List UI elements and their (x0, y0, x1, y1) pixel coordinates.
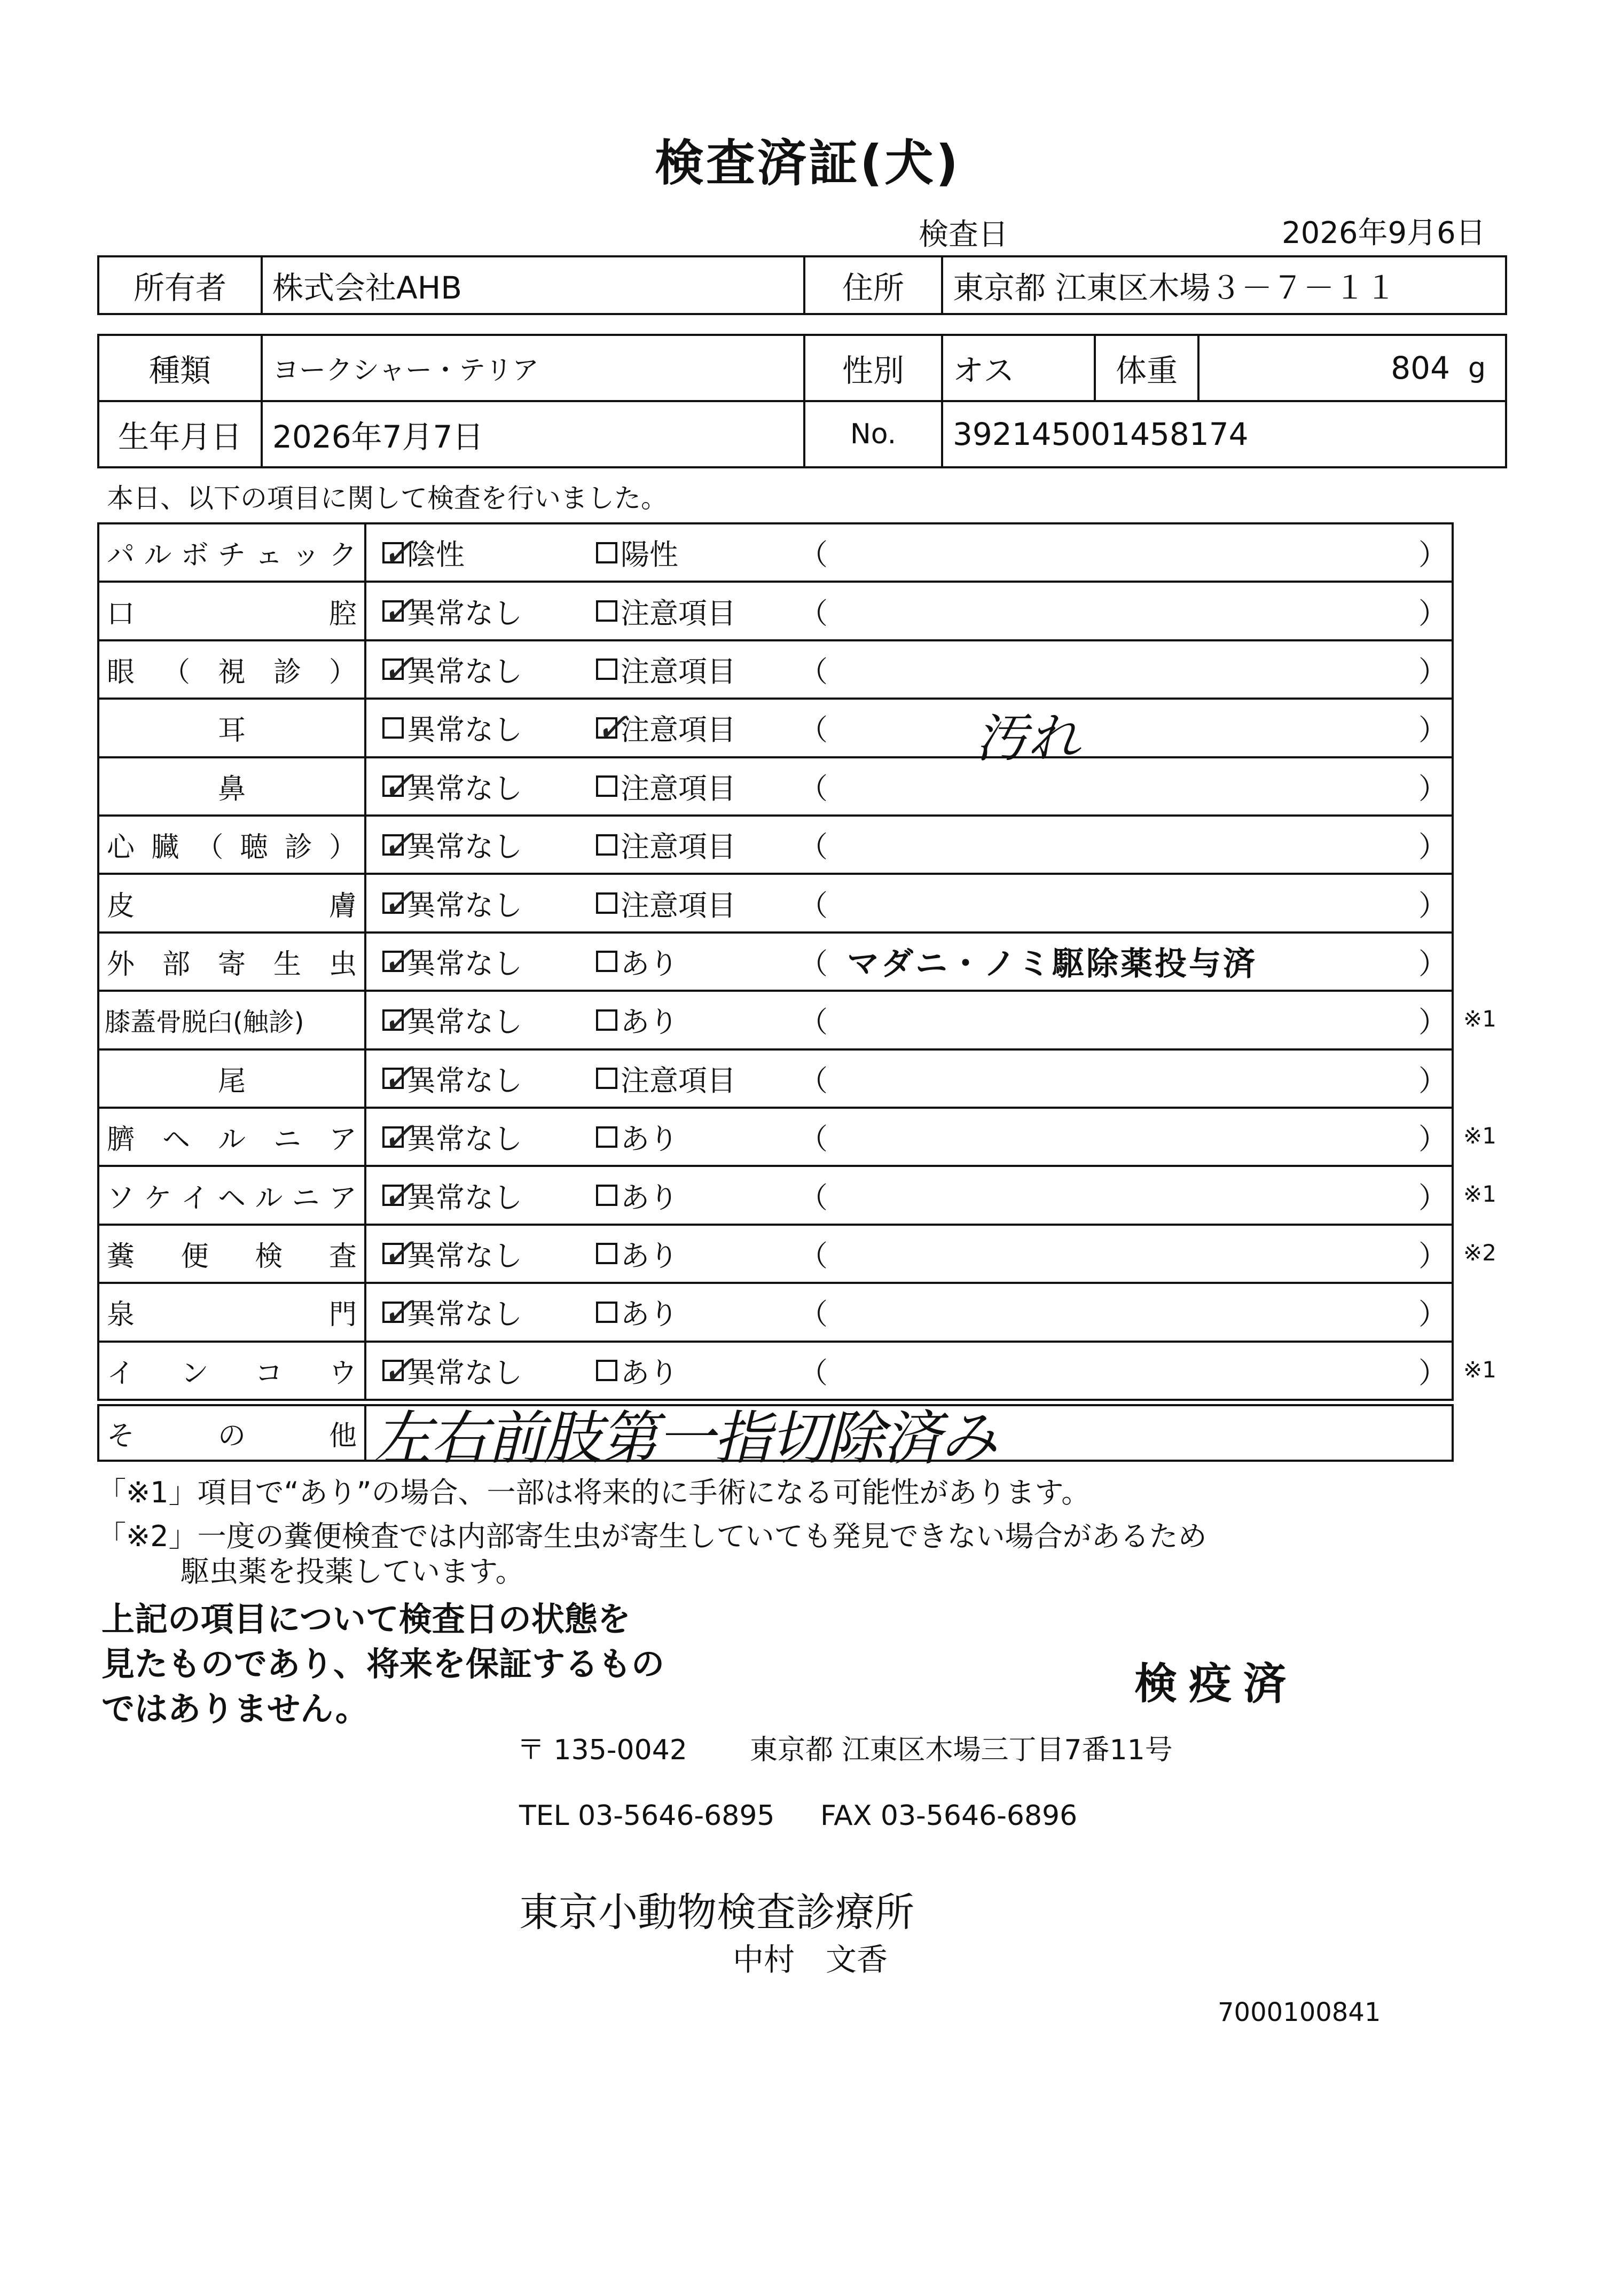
checkbox (596, 1068, 617, 1089)
row-label (99, 1167, 366, 1223)
sex-label-cell (803, 334, 943, 402)
checkbox (596, 1243, 617, 1264)
option-label: 異常なし (407, 596, 522, 630)
birth-value: 2026年7月7日 (272, 419, 484, 455)
inspection-row (97, 639, 1454, 700)
row-label-char: 外 (107, 948, 135, 981)
option-label: 異常なし (407, 1122, 522, 1156)
checkbox (596, 659, 617, 680)
close-paren: ） (1418, 538, 1447, 572)
close-paren: ） (1418, 1239, 1447, 1273)
option-normal (382, 875, 522, 931)
inspection-row (97, 522, 1454, 583)
row-label-char: ウ (328, 1357, 357, 1390)
sex-cell (941, 334, 1096, 402)
stamp-text: 検疫済 (1134, 1659, 1298, 1709)
close-paren: ） (1418, 1355, 1447, 1390)
checkbox (596, 951, 617, 972)
option-label: 異常なし (407, 1005, 522, 1039)
option-alert (596, 992, 678, 1048)
checkbox (381, 646, 415, 692)
row-label-char: ル (217, 1124, 246, 1156)
document-number: 7000100841 (1218, 1997, 1381, 2027)
clinic-address: 東京都 江東区木場三丁目7番11号 (750, 1734, 1173, 1766)
open-paren: （ (799, 596, 828, 630)
row-label-char: ア (328, 1124, 357, 1156)
row-label-char: 皮 (107, 890, 135, 922)
check-mark-icon: ✓ (381, 763, 415, 809)
row-label (99, 934, 366, 990)
close-paren: ） (1418, 596, 1447, 630)
option-normal (382, 1226, 522, 1282)
inspection-row (97, 990, 1454, 1050)
owner-cell (261, 255, 805, 315)
checkbox (596, 775, 617, 797)
row-label (99, 758, 366, 814)
address-label-cell (803, 255, 943, 315)
no-cell (941, 400, 1507, 468)
birth-label: 生年月日 (117, 419, 242, 455)
breed-value: ヨークシャー・テリア (272, 355, 539, 386)
row-label-char: 寄 (217, 948, 246, 981)
row-label (99, 1226, 366, 1282)
row-label-char: 眼 (107, 656, 135, 688)
option-normal (382, 1109, 522, 1165)
row-label-char: コ (255, 1357, 283, 1390)
inspection-date: 2026年9月6日 (1282, 216, 1486, 250)
row-label-char: 臓 (151, 832, 179, 864)
option-alert (596, 583, 736, 639)
row-label-char: 査 (328, 1240, 357, 1273)
checkbox (381, 1230, 415, 1276)
open-paren: （ (799, 1005, 828, 1039)
option-alert (596, 641, 736, 698)
option-normal (382, 1051, 522, 1107)
row-label-char: 診 (284, 832, 312, 864)
footnote-mark: ※1 (1463, 1181, 1496, 1208)
checkbox (382, 717, 404, 739)
owner-label-cell (97, 255, 263, 315)
option-normal (382, 583, 522, 639)
inspection-row (97, 581, 1454, 641)
option-label: 注意項目 (621, 830, 736, 864)
option-alert (596, 1109, 678, 1165)
footnote-2b: 駆虫薬を投薬しています。 (181, 1555, 524, 1588)
check-mark-icon: ✓ (381, 529, 415, 575)
option-label: 異常なし (407, 1180, 522, 1214)
row-label-char: チ (217, 539, 246, 572)
checkbox (596, 1126, 617, 1148)
option-label: あり (621, 946, 678, 981)
row-label-char: 糞 (107, 1240, 135, 1273)
row-label-char: 生 (273, 948, 301, 981)
option-label: 異常なし (407, 771, 522, 805)
checkbox (381, 1113, 415, 1159)
row-label-text: 耳 (217, 715, 246, 747)
option-normal (382, 524, 465, 581)
close-paren: ） (1418, 946, 1447, 981)
option-label: 異常なし (407, 1355, 522, 1390)
row-label-char: そ (107, 1420, 135, 1452)
weight-unit: g (1468, 352, 1486, 384)
option-label: 異常なし (407, 888, 522, 922)
option-label: 異常なし (407, 654, 522, 688)
inspection-row (97, 756, 1454, 817)
row-label (99, 524, 366, 581)
option-label: 注意項目 (621, 771, 736, 805)
checkbox (381, 1172, 415, 1218)
open-paren: （ (799, 1355, 828, 1390)
option-label: 異常なし (407, 946, 522, 981)
inspection-row (97, 1165, 1454, 1225)
row-label (99, 700, 366, 756)
row-label (99, 1343, 366, 1399)
option-normal (382, 758, 522, 814)
breed-label-cell (97, 334, 263, 402)
option-alert (596, 875, 736, 931)
owner-value: 株式会社AHB (272, 270, 462, 306)
row-label-char: （ (162, 656, 190, 688)
checkbox (381, 821, 415, 867)
checkbox (596, 542, 617, 563)
checkbox (596, 1185, 617, 1206)
row-label-char: 診 (273, 656, 301, 688)
checkbox (596, 600, 617, 622)
row-label-char: ン (181, 1357, 209, 1390)
option-alert (596, 1284, 678, 1340)
disclaimer-line-3: ではありません。 (101, 1689, 369, 1728)
checkbox (381, 1347, 415, 1393)
close-paren: ） (1418, 830, 1447, 864)
row-label-char: ル (255, 1182, 283, 1214)
check-mark-icon: ✓ (381, 996, 415, 1043)
row-label-text: 尾 (217, 1065, 246, 1098)
birth-cell (261, 400, 805, 468)
option-normal (382, 992, 522, 1048)
checkbox (595, 704, 629, 750)
row-label-char: ヘ (217, 1182, 246, 1214)
row-label (99, 583, 366, 639)
option-label: 異常なし (407, 713, 522, 747)
option-normal (382, 817, 522, 873)
option-label: あり (621, 1005, 678, 1039)
row-label-char: 虫 (328, 948, 357, 981)
option-alert (596, 524, 678, 581)
row-label-char: の (217, 1420, 246, 1452)
address-cell (941, 255, 1507, 315)
open-paren: （ (799, 946, 828, 981)
check-mark-icon: ✓ (595, 704, 629, 750)
owner-label: 所有者 (133, 270, 226, 306)
open-paren: （ (799, 538, 828, 572)
row-label-char: 部 (162, 948, 190, 981)
option-label: あり (621, 1239, 678, 1273)
row-label-char: 口 (107, 598, 135, 630)
check-mark-icon: ✓ (381, 1288, 415, 1335)
footnote-mark: ※2 (1463, 1239, 1496, 1266)
breed-cell (261, 334, 805, 402)
option-alert (596, 1226, 678, 1282)
option-normal (382, 934, 522, 990)
option-normal (382, 700, 522, 756)
checkbox (381, 763, 415, 809)
open-paren: （ (799, 1180, 828, 1214)
postal-code: 〒 135-0042 (517, 1734, 687, 1766)
other-note-handwritten: 左右前肢第一指切除済み (374, 1405, 997, 1472)
row-label-text: 鼻 (217, 773, 246, 805)
footnote-1: 「※1」項目で“あり”の場合、一部は将来的に手術になる可能性があります。 (97, 1476, 1091, 1509)
row-label (99, 1109, 366, 1165)
row-label-char: イ (181, 1182, 209, 1214)
row-label-char: 臍 (107, 1124, 135, 1156)
address-label: 住所 (842, 270, 904, 306)
other-label (99, 1406, 366, 1460)
option-label: あり (621, 1122, 678, 1156)
open-paren: （ (799, 654, 828, 688)
row-label-char: 視 (217, 656, 246, 688)
option-label: 注意項目 (621, 713, 736, 747)
row-label (99, 1284, 366, 1340)
fax: FAX 03-5646-6896 (820, 1800, 1078, 1832)
check-mark-icon: ✓ (381, 938, 415, 984)
close-paren: ） (1418, 1297, 1447, 1331)
option-normal (382, 1343, 522, 1399)
weight-label-cell (1094, 334, 1200, 402)
option-label: 陽性 (621, 538, 678, 572)
sex-value: オス (953, 352, 1015, 389)
row-label (99, 817, 366, 873)
inspection-row (97, 931, 1454, 992)
row-label (99, 641, 366, 698)
option-alert (596, 1167, 678, 1223)
row-label-char: ） (328, 832, 357, 864)
option-label: あり (621, 1180, 678, 1214)
close-paren: ） (1418, 1005, 1447, 1039)
sex-label: 性別 (842, 352, 904, 389)
open-paren: （ (799, 1063, 828, 1098)
close-paren: ） (1418, 1063, 1447, 1098)
check-mark-icon: ✓ (381, 1230, 415, 1276)
check-mark-icon: ✓ (381, 587, 415, 634)
disclaimer-line-2: 見たものであり、将来を保証するもの (101, 1644, 665, 1683)
inspection-row (97, 698, 1454, 770)
tel: TEL 03-5646-6895 (519, 1800, 775, 1832)
no-value: 392145001458174 (953, 416, 1249, 452)
clinic-name: 東京小動物検査診療所 (519, 1890, 914, 1935)
option-label: 異常なし (407, 830, 522, 864)
option-label: 注意項目 (621, 654, 736, 688)
checkbox (381, 996, 415, 1043)
address-value: 東京都 江東区木場３－７－１１ (953, 270, 1397, 306)
row-label-char: ル (144, 539, 172, 572)
option-normal (382, 1167, 522, 1223)
row-label-char: イ (107, 1357, 135, 1390)
footnote-mark: ※1 (1463, 1123, 1496, 1149)
option-label: 異常なし (407, 1297, 522, 1331)
option-label: 異常なし (407, 1239, 522, 1273)
row-label-char: 聴 (240, 832, 268, 864)
row-label-char: ニ (273, 1124, 301, 1156)
option-alert (596, 1051, 736, 1107)
open-paren: （ (799, 1239, 828, 1273)
intro-text: 本日、以下の項目に関して検査を行いました。 (107, 483, 668, 514)
option-alert (596, 934, 678, 990)
inspection-row (97, 814, 1454, 875)
close-paren: ） (1418, 771, 1447, 805)
check-mark-icon: ✓ (381, 646, 415, 692)
row-label-char: ェ (255, 539, 283, 572)
open-paren: （ (799, 1122, 828, 1156)
inspection-row (97, 1282, 1454, 1342)
no-label-cell (803, 400, 943, 468)
checkbox (381, 529, 415, 575)
option-label: 陰性 (407, 538, 465, 572)
option-alert (596, 758, 736, 814)
breed-label: 種類 (148, 352, 211, 389)
checkbox (381, 938, 415, 984)
row-label-char: ア (328, 1182, 357, 1214)
check-mark-icon: ✓ (381, 1172, 415, 1218)
row-label-char: ボ (181, 539, 209, 572)
row-label-char: 便 (181, 1240, 209, 1273)
page-title: 検査済証(犬) (654, 135, 961, 192)
option-label: 注意項目 (621, 1063, 736, 1098)
checkbox (596, 1302, 617, 1323)
checkbox (381, 1055, 415, 1101)
option-label: あり (621, 1355, 678, 1390)
row-label-char: 膚 (328, 890, 357, 922)
option-alert (596, 817, 736, 873)
row-label (99, 875, 366, 931)
row-label-char: ケ (144, 1182, 172, 1214)
close-paren: ） (1418, 1122, 1447, 1156)
option-alert (596, 1343, 678, 1399)
open-paren: （ (799, 888, 828, 922)
option-normal (382, 641, 522, 698)
no-label: No. (850, 418, 897, 450)
close-paren: ） (1418, 1180, 1447, 1214)
row-label-char: ク (328, 539, 357, 572)
weight-cell (1197, 334, 1507, 402)
disclaimer-line-1: 上記の項目について検査日の状態を (101, 1600, 631, 1639)
check-mark-icon: ✓ (381, 821, 415, 867)
row-label-char: （ (195, 832, 224, 864)
inspection-row (97, 1224, 1454, 1284)
row-label-char: 腔 (328, 598, 357, 630)
row-label-char: パ (107, 539, 135, 572)
row-note: マダニ・ノミ駆除薬投与済 (847, 945, 1257, 983)
checkbox (596, 1360, 617, 1381)
inspection-row (97, 1048, 1454, 1109)
row-label-text: 膝蓋骨脱臼(触診) (105, 1007, 304, 1038)
checkbox (381, 880, 415, 926)
disclaimer (101, 1597, 664, 1731)
row-label-char: ） (328, 656, 357, 688)
check-mark-icon: ✓ (381, 1113, 415, 1159)
checkbox (381, 1288, 415, 1335)
check-mark-icon: ✓ (381, 880, 415, 926)
option-label: 異常なし (407, 1063, 522, 1098)
row-label (99, 992, 366, 1048)
open-paren: （ (799, 713, 828, 747)
inspection-row (97, 873, 1454, 933)
row-label (99, 1051, 366, 1107)
inspection-row (97, 1107, 1454, 1167)
option-normal (382, 1284, 522, 1340)
close-paren: ） (1418, 888, 1447, 922)
checkbox (596, 834, 617, 856)
close-paren: ） (1418, 654, 1447, 688)
row-label-char: ッ (292, 539, 320, 572)
option-alert (596, 700, 736, 756)
open-paren: （ (799, 1297, 828, 1331)
checkbox (381, 587, 415, 634)
birth-label-cell (97, 400, 263, 468)
row-label-char: 他 (328, 1420, 357, 1452)
footnote-mark: ※1 (1463, 1356, 1496, 1383)
option-label: あり (621, 1297, 678, 1331)
close-paren: ） (1418, 713, 1447, 747)
checkbox (596, 1009, 617, 1031)
footnote-mark: ※1 (1463, 1006, 1496, 1032)
row-label-char: 泉 (107, 1299, 135, 1331)
row-label-char: ヘ (162, 1124, 190, 1156)
open-paren: （ (799, 771, 828, 805)
inspection-date-label: 検査日 (919, 217, 1008, 252)
open-paren: （ (799, 830, 828, 864)
vet-name: 中村 文香 (733, 1941, 888, 1978)
row-label-char: ソ (107, 1182, 135, 1214)
row-label-char: 門 (328, 1299, 357, 1331)
row-label-char: 心 (107, 832, 135, 864)
check-mark-icon: ✓ (381, 1347, 415, 1393)
option-label: 注意項目 (621, 888, 736, 922)
weight-label: 体重 (1115, 352, 1178, 389)
handwritten-note: 汚れ (975, 708, 1080, 770)
weight-value: 804 (1391, 350, 1450, 386)
row-label-char: 検 (255, 1240, 283, 1273)
option-label: 注意項目 (621, 596, 736, 630)
footnote-2a: 「※2」一度の糞便検査では内部寄生虫が寄生していても発見できない場合があるため (97, 1519, 1207, 1553)
checkbox (596, 892, 617, 914)
row-label-char: ニ (292, 1182, 320, 1214)
check-mark-icon: ✓ (381, 1055, 415, 1101)
